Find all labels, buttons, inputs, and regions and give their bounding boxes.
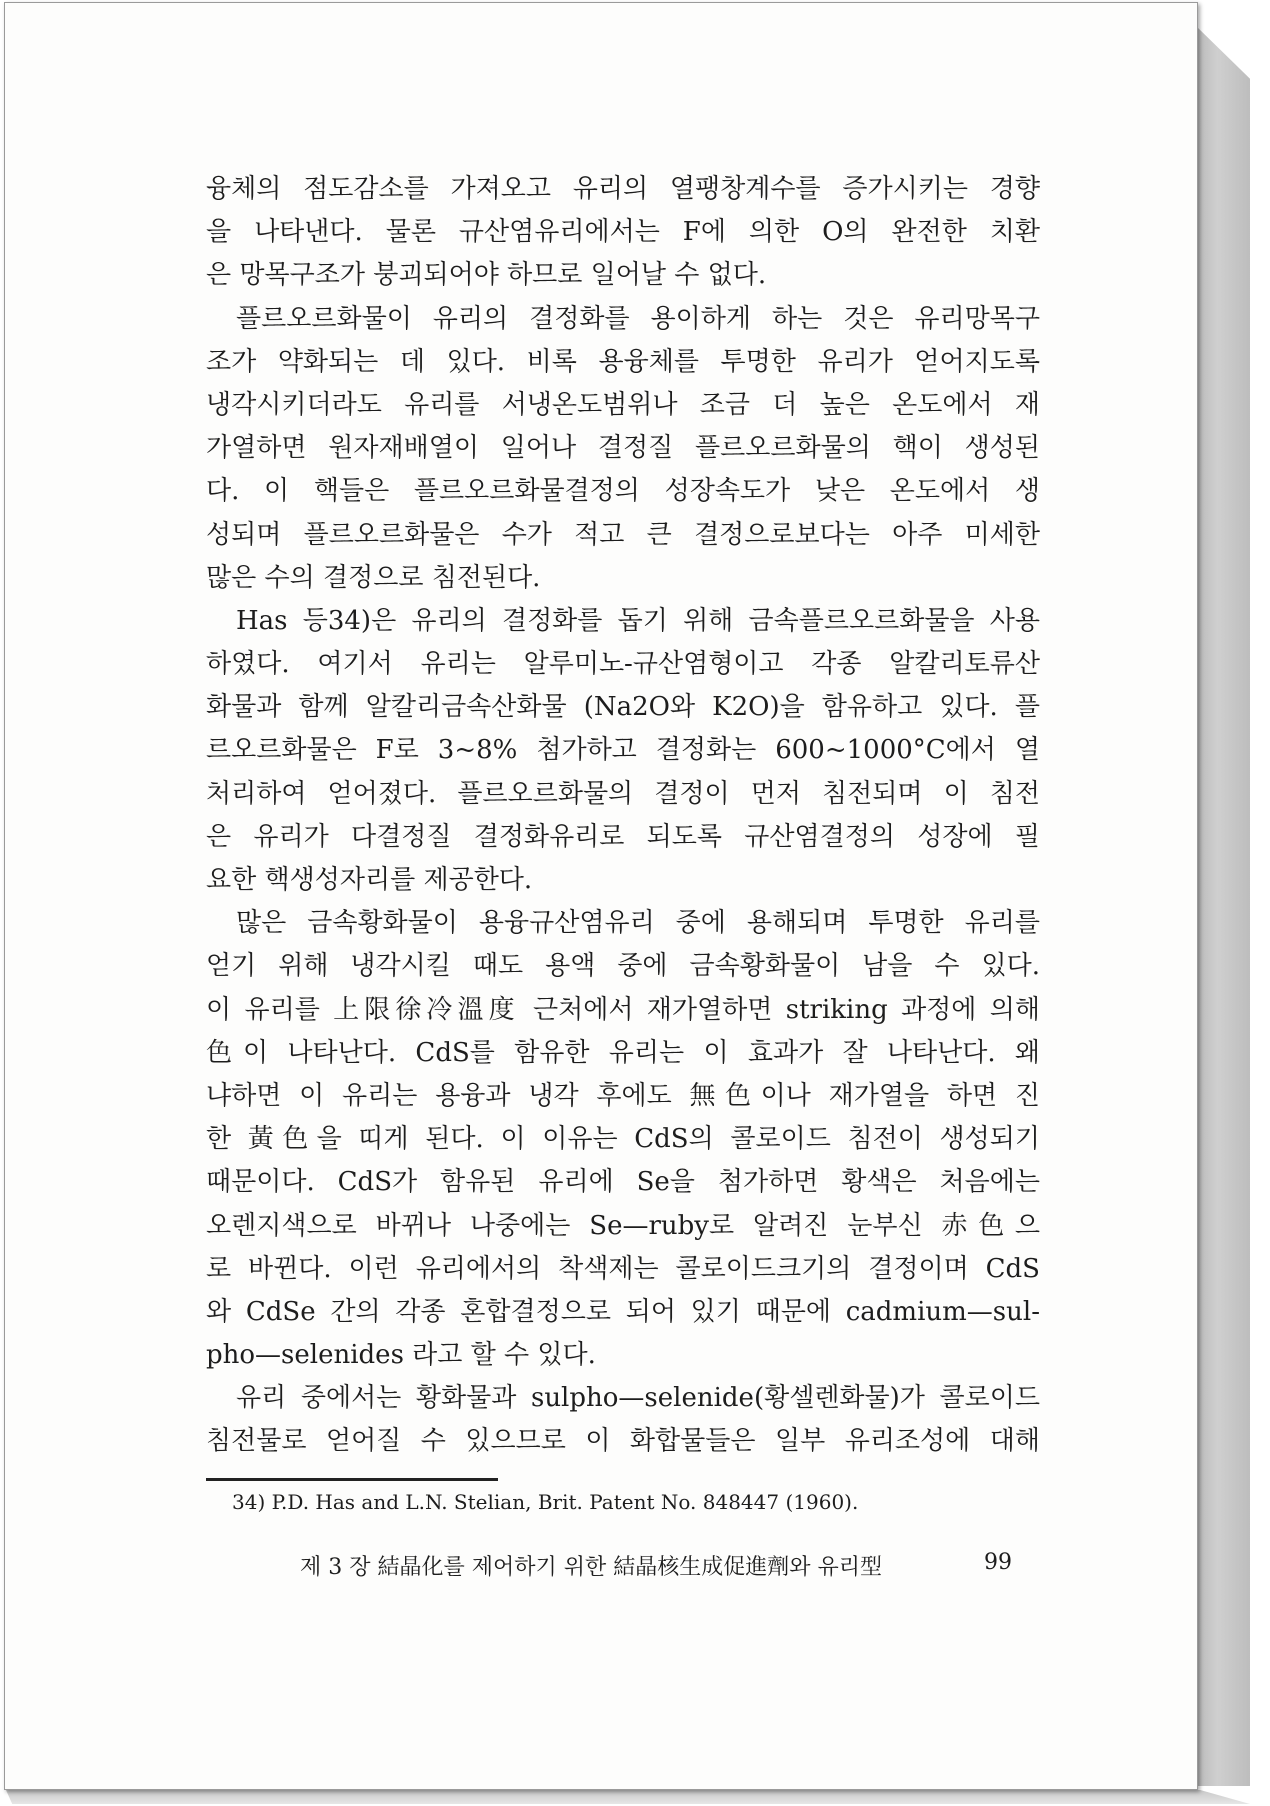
text-line: 다. 이 핵들은 플르오르화물결정의 성장속도가 낮은 온도에서 생 (206, 476, 1040, 507)
body-text (206, 168, 1040, 1464)
text-line: 은 유리가 다결정질 결정화유리로 되도록 규산염결정의 성장에 필 (206, 821, 1040, 852)
text-line: 한 黃色을 띠게 된다. 이 이유는 CdS의 콜로이드 침전이 생성되기 (206, 1124, 1040, 1155)
book-page-edges (1196, 26, 1250, 1786)
chapter-title: 제 3 장 結晶化를 제어하기 위한 結晶核生成促進劑와 유리型 (300, 1555, 882, 1580)
text-line: 色이 나타난다. CdS를 함유한 유리는 이 효과가 잘 나타난다. 왜 (206, 1037, 1040, 1068)
text-line: 르오르화물은 F로 3~8% 첨가하고 결정화는 600~1000°C에서 열 (206, 735, 1040, 766)
text-line: 처리하여 얻어졌다. 플르오르화물의 결정이 먼저 침전되며 이 침전 (206, 778, 1040, 809)
text-line: 많은 금속황화물이 용융규산염유리 중에 용해되며 투명한 유리를 (236, 908, 1040, 939)
text-line: 플르오르화물이 유리의 결정화를 용이하게 하는 것은 유리망목구 (236, 303, 1040, 334)
text-line: Has 등34)은 유리의 결정화를 돕기 위해 금속플르오르화물을 사용 (236, 605, 1040, 636)
text-line: 많은 수의 결정으로 침전된다. (206, 562, 541, 593)
text-line: 가열하면 원자재배열이 일어나 결정질 플르오르화물의 핵이 생성된 (206, 433, 1040, 464)
text-line: 은 망목구조가 붕괴되어야 하므로 일어날 수 없다. (206, 260, 767, 291)
text-line: 냐하면 이 유리는 용융과 냉각 후에도 無色이나 재가열을 하면 진 (206, 1080, 1040, 1111)
page-number: 99 (984, 1550, 1012, 1575)
text-line: pho—selenides 라고 할 수 있다. (206, 1340, 596, 1371)
text-line: 침전물로 얻어질 수 있으므로 이 화합물들은 일부 유리조성에 대해 (206, 1426, 1040, 1457)
text-line: 오렌지색으로 바뀌나 나중에는 Se—ruby로 알려진 눈부신 赤色으 (206, 1210, 1040, 1241)
text-line: 와 CdSe 간의 각종 혼합결정으로 되어 있기 때문에 cadmium—sul- (206, 1296, 1040, 1327)
text-line: 성되며 플르오르화물은 수가 적고 큰 결정으로보다는 아주 미세한 (206, 519, 1040, 550)
text-line: 로 바뀐다. 이런 유리에서의 착색제는 콜로이드크기의 결정이며 CdS (206, 1253, 1040, 1284)
book-bottom-edge (6, 1790, 1250, 1804)
text-line: 화물과 함께 알칼리금속산화물 (Na2O와 K2O)을 함유하고 있다. 플 (206, 692, 1040, 723)
text-line: 냉각시키더라도 유리를 서냉온도범위나 조금 더 높은 온도에서 재 (206, 389, 1040, 420)
text-line: 하였다. 여기서 유리는 알루미노-규산염형이고 각종 알칼리토류산 (206, 649, 1040, 680)
text-line: 유리 중에서는 황화물과 sulpho—selenide(황셀렌화물)가 콜로이드 (236, 1383, 1040, 1414)
text-line: 을 나타낸다. 물론 규산염유리에서는 F에 의한 O의 완전한 치환 (206, 217, 1040, 248)
text-line: 얻기 위해 냉각시킬 때도 용액 중에 금속황화물이 남을 수 있다. (206, 951, 1040, 982)
footnote-rule (206, 1478, 498, 1481)
text-line: 요한 핵생성자리를 제공한다. (206, 865, 533, 895)
footnote: 34) P.D. Has and L.N. Stelian, Brit. Patent No. 848447 (1960). (232, 1490, 859, 1514)
text-line: 융체의 점도감소를 가져오고 유리의 열팽창계수를 증가시키는 경향 (206, 174, 1040, 204)
text-line: 조가 약화되는 데 있다. 비록 용융체를 투명한 유리가 얻어지도록 (206, 346, 1040, 377)
running-footer (300, 1550, 1012, 1581)
text-line: 때문이다. CdS가 함유된 유리에 Se을 첨가하면 황색은 처음에는 (206, 1167, 1040, 1198)
text-line: 이 유리를 上限徐冷溫度 근처에서 재가열하면 striking 과정에 의해 (206, 994, 1040, 1025)
